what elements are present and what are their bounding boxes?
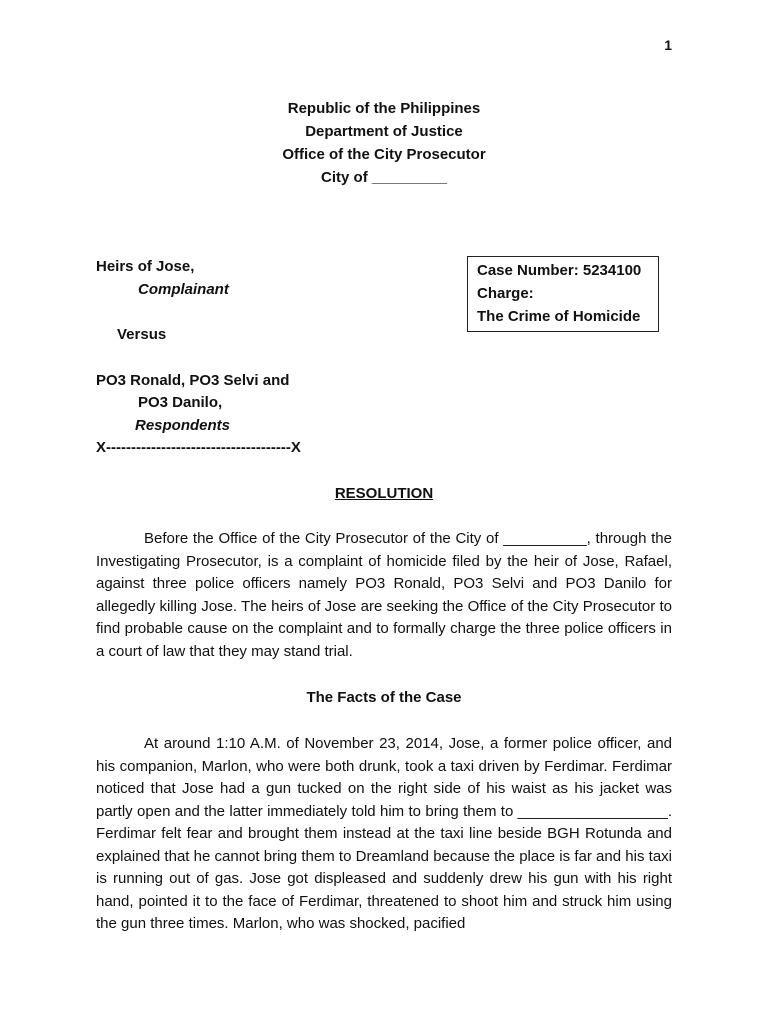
case-number: Case Number: 5234100 xyxy=(477,262,642,279)
facts-paragraph xyxy=(96,733,672,936)
page-number: 1 xyxy=(664,37,672,53)
header-republic: Republic of the Philippines xyxy=(287,100,481,117)
case-info-box xyxy=(467,256,659,332)
facts-title: The Facts of the Case xyxy=(306,689,462,706)
document-header xyxy=(0,97,768,189)
complainant-name: Heirs of Jose, xyxy=(96,258,195,275)
respondents-names-line1: PO3 Ronald, PO3 Selvi and xyxy=(96,372,290,389)
intro-paragraph-text: Before the Office of the City Prosecutor of the City of __________, through the Investigating Prosecutor, is a complaint of homicide filed by the heir of Jose, Rafael, against three police officers namely PO3 Ronald, PO3 Selvi and PO3 Danilo for allegedly killing Jose. The heirs of Jose are seeking the Office of the City Prosecutor to find probable cause on the complaint and to formally charge the three police officers in a court of law that they may stand trial. xyxy=(96,530,672,660)
charge-value: The Crime of Homicide xyxy=(477,308,641,325)
header-city: City of _________ xyxy=(321,169,447,186)
respondents-names-line2: PO3 Danilo, xyxy=(138,394,223,411)
header-office: Office of the City Prosecutor xyxy=(282,146,486,163)
complainant-role: Complainant xyxy=(138,281,229,298)
caption-separator: X-------------------------------------X xyxy=(96,439,301,456)
facts-paragraph-text: At around 1:10 A.M. of November 23, 2014, Jose, a former police officer, and his companion, Marlon, who were both drunk, took a taxi driven by Ferdimar. Ferdimar noticed that Jose had a gun tucked on the right side of his waist as his jacket was partly open and the latter immediately told him to bring them to __________________. Ferdimar felt fear and brought them instead at the taxi line beside BGH Rotunda and explained that he cannot bring them to Dreamland because the place is far and his taxi is running out of gas. Jose got displeased and suddenly drew his gun with his right hand, pointed it to the face of Ferdimar, threatened to shoot him and struck him using the gun three times. Marlon, who was shocked, pacified xyxy=(96,735,672,932)
respondents-role: Respondents xyxy=(135,417,231,434)
intro-paragraph xyxy=(96,528,672,663)
versus-label: Versus xyxy=(117,326,167,343)
resolution-title: RESOLUTION xyxy=(334,485,434,502)
charge-label: Charge: xyxy=(477,285,534,302)
header-department: Department of Justice xyxy=(305,123,463,140)
